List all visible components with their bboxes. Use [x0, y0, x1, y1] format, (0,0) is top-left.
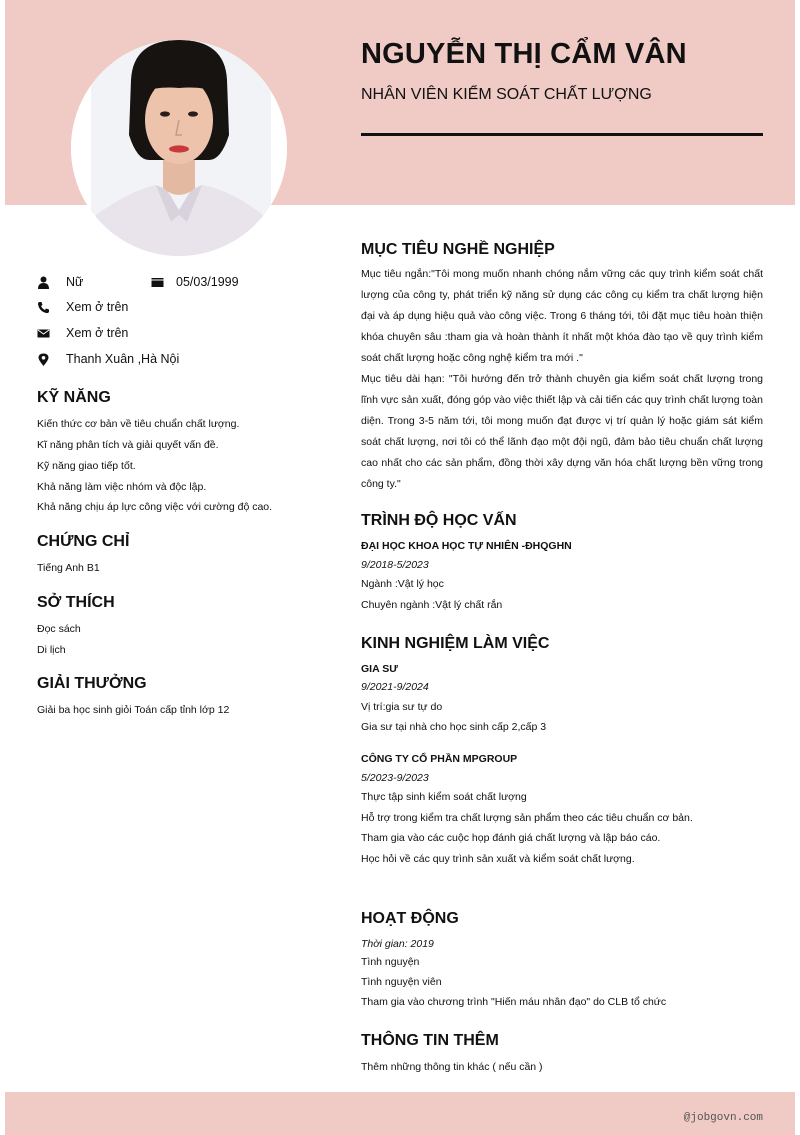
job-line: Học hỏi về các quy trình sản xuất và kiểm soát chất lượng.: [361, 853, 635, 865]
email-value: Xem ở trên: [66, 326, 129, 340]
certificates-heading: CHỨNG CHỈ: [37, 533, 130, 550]
experience-heading: KINH NGHIỆM LÀM VIỆC: [361, 635, 550, 652]
award-item: Giải ba học sinh giỏi Toán cấp tỉnh lớp 12: [37, 704, 230, 716]
extra-heading: THÔNG TIN THÊM: [361, 1032, 499, 1049]
job-company: CÔNG TY CỔ PHẦN MPGROUP: [361, 753, 518, 765]
activities-heading: HOẠT ĐỘNG: [361, 910, 459, 927]
activity-line: Tình nguyện viên: [361, 976, 442, 988]
job-line: Tham gia vào các cuộc họp đánh giá chất lượng và lập báo cáo.: [361, 832, 661, 844]
awards-heading: GIẢI THƯỞNG: [37, 675, 147, 692]
watermark: @jobgovn.com: [683, 1112, 763, 1124]
job-line: Hỗ trợ trong kiểm tra chất lượng sản phẩm theo các tiêu chuẩn cơ bản.: [361, 812, 693, 824]
education-specialization: Chuyên ngành :Vật lý chất rắn: [361, 599, 503, 611]
education-heading: TRÌNH ĐỘ HỌC VẤN: [361, 512, 517, 529]
phone-value: Xem ở trên: [66, 300, 129, 314]
envelope-icon: [37, 327, 50, 340]
school-name: ĐẠI HỌC KHOA HỌC TỰ NHIÊN -ĐHQGHN: [361, 540, 572, 552]
footer-band: [5, 1092, 795, 1135]
objective-short: Mục tiêu ngắn:"Tôi mong muốn nhanh chóng nắm vững các quy trình kiểm soát chất lượng của công ty, phát triển kỹ năng sử dụng các công cụ kiểm tra chất lượng hiện đại và áp dụng hiệu quả vào công việc. Trong 6 tháng tới, tôi đặt mục tiêu hoàn thiện khóa chuyên sâu :tham gia và hoàn thành ít nhất một khóa đào tạo về quy trình kiểm soát chất lượng hoặc công nghệ kiểm tra mới .": [361, 268, 763, 364]
education-major: Ngành :Vật lý học: [361, 578, 444, 590]
activity-period: Thời gian: 2019: [361, 938, 434, 950]
skill-item: Kĩ năng phân tích và giải quyết vấn đề.: [37, 439, 219, 451]
hobby-item: Di lịch: [37, 644, 66, 656]
job-company: GIA SƯ: [361, 663, 398, 675]
job-period: 5/2023-9/2023: [361, 772, 429, 784]
calendar-icon: [151, 276, 164, 289]
activity-line: Tham gia vào chương trình "Hiến máu nhân đạo" do CLB tổ chức: [361, 996, 667, 1008]
location-pin-icon: [37, 353, 50, 366]
person-icon: [37, 276, 50, 289]
objective-long: Mục tiêu dài hạn: "Tôi hướng đến trở thành chuyên gia kiểm soát chất lượng trong lĩnh vực sản xuất, đóng góp vào việc thiết lập và cải tiến các quy trình chất lượng toàn diện. Trong 3-5 năm tới, tôi mong muốn đạt được vị trí quản lý hoặc giám sát kiểm soát chất lượng, nơi tôi có thể lãnh đạo một đội ngũ, đảm bảo tiêu chuẩn chất lượng cao nhất cho các sản phẩm, đồng thời xây dựng văn hóa chất lượng bền vững trong công ty.": [361, 373, 763, 490]
phone-icon: [37, 301, 50, 314]
job-period: 9/2021-9/2024: [361, 681, 429, 693]
candidate-name: NGUYỄN THỊ CẨM VÂN: [361, 38, 687, 70]
header-divider: [361, 133, 763, 136]
activity-line: Tình nguyện: [361, 956, 420, 968]
education-period: 9/2018-5/2023: [361, 559, 429, 571]
skill-item: Khả năng chịu áp lực công việc với cường độ cao.: [37, 501, 273, 513]
gender-value: Nữ: [66, 275, 84, 289]
skill-item: Kỹ năng giao tiếp tốt.: [37, 460, 136, 472]
hobbies-heading: SỞ THÍCH: [37, 594, 115, 611]
job-line: Vị trí:gia sư tự do: [361, 701, 443, 713]
certificate-item: Tiếng Anh B1: [37, 562, 100, 574]
profile-photo: [71, 40, 287, 256]
skill-item: Kiến thức cơ bản về tiêu chuẩn chất lượng.: [37, 418, 240, 430]
address-value: Thanh Xuân ,Hà Nội: [66, 352, 180, 366]
skills-heading: KỸ NĂNG: [37, 389, 111, 406]
birthdate-value: 05/03/1999: [176, 275, 239, 289]
objective-heading: MỤC TIÊU NGHỀ NGHIỆP: [361, 241, 555, 258]
job-line: Gia sư tại nhà cho học sinh cấp 2,cấp 3: [361, 721, 547, 733]
job-title: NHÂN VIÊN KIỂM SOÁT CHẤT LƯỢNG: [361, 86, 652, 103]
job-line: Thực tập sinh kiểm soát chất lượng: [361, 791, 527, 803]
hobby-item: Đọc sách: [37, 623, 81, 635]
skill-item: Khả năng làm việc nhóm và độc lập.: [37, 481, 207, 493]
extra-text: Thêm những thông tin khác ( nếu cần ): [361, 1061, 543, 1073]
